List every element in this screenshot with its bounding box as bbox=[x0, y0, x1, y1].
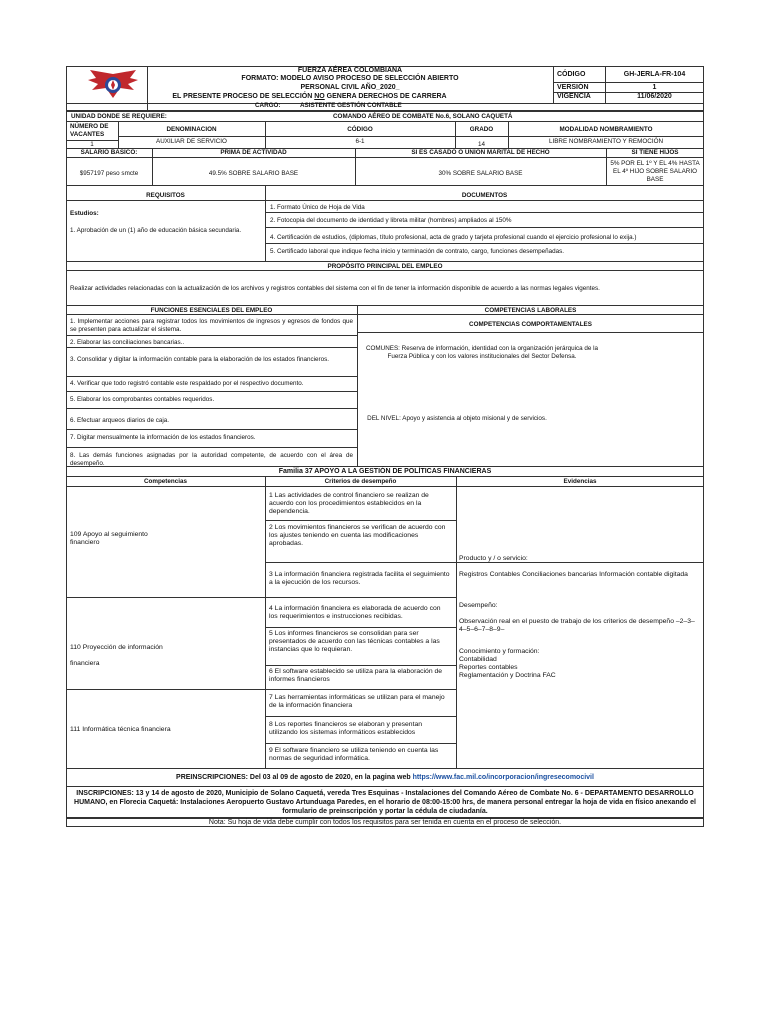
vigencia-label: VIGENCIA bbox=[557, 93, 591, 100]
documento-item: 5. Certificado laboral que indique fecha inicio y terminación de contrato, cargo, funciones desempeñadas. bbox=[270, 248, 565, 255]
ev-producto: Producto y / o servicio: bbox=[459, 555, 528, 562]
documentos-title: DOCUMENTOS bbox=[461, 192, 508, 199]
familia-title: Familia 37 APOYO A LA GESTIÓN DE POLÍTICAS FINANCIERAS bbox=[278, 468, 492, 475]
ev-conocimiento: Conocimiento y formación: bbox=[459, 648, 540, 655]
salary-casado-label: SI ES CASADO O UNION MARITAL DE HECHO bbox=[411, 149, 550, 156]
inscripciones: INSCRIPCIONES: 13 y 14 de agosto de 2020, Municipio de Solano Caquetá, vereda Tres Esquinas - Instalaciones del Comando Aéreo de Combate No. 6 - DEPARTAMENTO DESARROLLO HUMANO, en Florecia Caquetá: Instalaciones Aeropuerto Gustavo Artunduaga Paredes, en el horario de 08:00-15:00 hrs, de manera personal entregar la hoja de vida en físico anexando el formulario de preinscripción y portar la cédula de ciudadanía. bbox=[74, 790, 696, 815]
codigo-value: GH-JERLA-FR-104 bbox=[623, 71, 686, 78]
version-label: VERSIÓN bbox=[557, 84, 589, 91]
col-codigo: CÓDIGO bbox=[347, 126, 373, 133]
nota: Nota: Su hoja de vida debe cumplir con todos los requisitos para ser tenida en cuenta en el proceso de selección. bbox=[208, 819, 562, 826]
criterio-item: 2 Los movimientos financieros se verifican de acuerdo con los ajustes teniendo en cuenta las modificaciones aprobadas. bbox=[269, 524, 446, 547]
header-org: FUERZA AÉREA COLOMBIANA bbox=[297, 67, 403, 74]
salary-prima-label: PRIMA DE ACTIVIDAD bbox=[220, 149, 287, 156]
preinscripciones: PREINSCRIPCIONES: Del 03 al 09 de agosto de 2020, en la pagina web https://www.fac.mil.co/incorporacion/ingresecomocivil bbox=[176, 774, 594, 781]
col-vacantes: NÚMERO DE VACANTES bbox=[70, 123, 109, 138]
funcion-item: 2. Elaborar las conciliaciones bancarias.. bbox=[70, 339, 185, 346]
competencia-109: 109 Apoyo al seguimiento financiero bbox=[70, 531, 148, 546]
vigencia-value: 11/06/2020 bbox=[637, 93, 672, 100]
criterio-item: 4 La información financiera es elaborada de acuerdo con los requerimientos e instrucciones recibidas. bbox=[269, 605, 441, 620]
funcion-item: 8. Las demás funciones asignadas por la autoridad competente, de acuerdo con el área de desempeño. bbox=[70, 452, 353, 467]
unit-label: UNIDAD DONDE SE REQUIERE: bbox=[71, 113, 167, 120]
header-format: FORMATO: MODELO AVISO PROCESO DE SELECCIÓN ABIERTO bbox=[241, 75, 459, 82]
col-denominacion: DENOMINACION bbox=[166, 126, 217, 133]
funcion-item: 1. Implementar acciones para registrar todos los movimientos de ingresos y egresos de fondos que se presenten para actualizar el sistema. bbox=[70, 318, 353, 333]
version-value: 1 bbox=[652, 84, 657, 91]
proposito-text: Realizar actividades relacionadas con la actualización de los archivos y registros contables del sistema con el fin de tener la información disponible de acuerdo a las normas legales vigentes. bbox=[70, 285, 600, 292]
funciones-title: FUNCIONES ESENCIALES DEL EMPLEO bbox=[150, 307, 273, 314]
documento-item: 4. Certificación de estudios, (diplomas, título profesional, acta de grado y tarjeta profesional cuando el ejercicio profesional lo exija.) bbox=[270, 234, 637, 241]
funcion-item: 3. Consolidar y digitar la información contable para la elaboración de los estados financieros. bbox=[70, 356, 330, 363]
ev-list-item: Reportes contables bbox=[459, 664, 518, 671]
competencia-110-b: financiera bbox=[70, 660, 100, 667]
criterio-item: 9 El software financiero se utiliza teniendo en cuenta las normas de seguridad informática. bbox=[269, 747, 439, 762]
requisitos-title: REQUISITOS bbox=[146, 192, 185, 199]
criterio-item: 3 La información financiera registrada facilita el seguimiento a la ejecución de los recursos. bbox=[269, 571, 450, 586]
proposito-title: PROPÓSITO PRINCIPAL DEL EMPLEO bbox=[327, 263, 443, 270]
header-notice: EL PRESENTE PROCESO DE SELECCIÓN NO GENERA DERECHOS DE CARRERA bbox=[172, 93, 447, 100]
competencia-111: 111 Informática técnica financiera bbox=[70, 726, 171, 733]
ev-desempeno: Desempeño: bbox=[459, 602, 498, 609]
criterio-item: 5 Los informes financieros se consolidan para ser presentados de acuerdo con las técnicas contables a las instancias que lo requieran. bbox=[269, 630, 440, 653]
val-grado: 14 bbox=[477, 141, 485, 148]
salary-basico-label: SALARIO BASICO: bbox=[80, 149, 138, 156]
salary-prima: 49.5% SOBRE SALARIO BASE bbox=[208, 170, 299, 177]
val-codigo: 6-1 bbox=[355, 138, 365, 145]
criterio-item: 6 El software establecido se utiliza para la elaboración de informes financieros bbox=[269, 668, 443, 683]
cargo-value: ASISTENTE GESTIÓN CONTABLE bbox=[300, 102, 402, 109]
salary-hijos: 5% POR EL 1º Y EL 4% HASTA EL 4º HIJO SOBRE SALARIO BASE bbox=[610, 160, 700, 183]
ev-observacion: Observación real en el puesto de trabajo de los criterios de desempeño –2–3–4–5–6–7–8–9– bbox=[459, 618, 695, 633]
cargo-label: CARGO: bbox=[255, 102, 281, 109]
criterio-item: 1 Las actividades de control financiero se realizan de acuerdo con los procedimientos establecidos en la dependencia. bbox=[269, 492, 429, 515]
unit-value: COMANDO AÉREO DE COMBATE No.6, SOLANO CAQUETÁ bbox=[333, 113, 513, 120]
comport-title: COMPETENCIAS COMPORTAMENTALES bbox=[469, 321, 592, 328]
col-grado: GRADO bbox=[469, 126, 494, 133]
competencia-110: 110 Proyección de información bbox=[70, 644, 163, 651]
ev-list-item: Contabilidad bbox=[459, 656, 497, 663]
salary-hijos-label: SI TIENE HIJOS bbox=[631, 149, 679, 156]
funcion-item: 4. Verificar que todo registró contable este respaldado por el respectivo documento. bbox=[70, 380, 304, 387]
documento-item: 1. Formato Único de Hoja de Vida bbox=[270, 204, 365, 211]
familia-col-criterios: Criterios de desempeño bbox=[324, 478, 397, 485]
ev-registros: Registros Contables Conciliaciones bancarias Información contable digitada bbox=[459, 571, 688, 578]
val-vacantes: 1 bbox=[90, 141, 94, 148]
val-modalidad: LIBRE NOMBRAMIENTO Y REMOCIÓN bbox=[548, 138, 664, 145]
salary-casado: 30% SOBRE SALARIO BASE bbox=[438, 170, 523, 177]
codigo-label: CÓDIGO bbox=[557, 71, 586, 78]
familia-col-competencias: Competencias bbox=[143, 478, 188, 485]
criterio-item: 8 Los reportes financieros se elaboran y presentan utilizando los sistemas informáticos establecidos bbox=[269, 721, 423, 736]
estudios-label: Estudios: bbox=[70, 210, 99, 217]
col-modalidad: MODALIDAD NOMBRAMIENTO bbox=[559, 126, 653, 133]
funcion-item: 7. Digitar mensualmente la información de los estados financieros. bbox=[70, 434, 256, 441]
val-denominacion: AUXILIAR DE SERVICIO bbox=[156, 138, 227, 145]
funcion-item: 6. Efectuar arqueos diarios de caja. bbox=[70, 417, 170, 424]
ev-list-item: Reglamentación y Doctrina FAC bbox=[459, 672, 556, 679]
competencias-nivel: DEL NIVEL: Apoyo y asistencia al objeto misional y de servicios. bbox=[367, 415, 547, 422]
competencias-title: COMPETENCIAS LABORALES bbox=[484, 307, 577, 314]
preinscripciones-link[interactable]: https://www.fac.mil.co/incorporacion/ingresecomocivil bbox=[412, 774, 594, 781]
documento-item: 2. Fotocopia del documento de identidad y libreta militar (hombres) ampliados al 150% bbox=[270, 217, 512, 224]
criterio-item: 7 Las herramientas informáticas se utilizan para el manejo de la información financiera bbox=[269, 694, 445, 709]
header-staff: PERSONAL CIVIL AÑO_2020_ bbox=[300, 84, 400, 91]
salary-basico: $957197 peso smcte bbox=[79, 170, 139, 177]
competencias-comunes: COMUNES: Reserva de información, identidad con la organización jerárquica de la Fuerza Pública y con los valores institucionales del Sector Defensa. bbox=[365, 345, 599, 360]
familia-col-evidencias: Evidencias bbox=[563, 478, 597, 485]
funcion-item: 5. Elaborar los comprobantes contables requeridos. bbox=[70, 396, 215, 403]
estudios-text: 1. Aprobación de un (1) año de educación básica secundaria. bbox=[70, 227, 242, 234]
